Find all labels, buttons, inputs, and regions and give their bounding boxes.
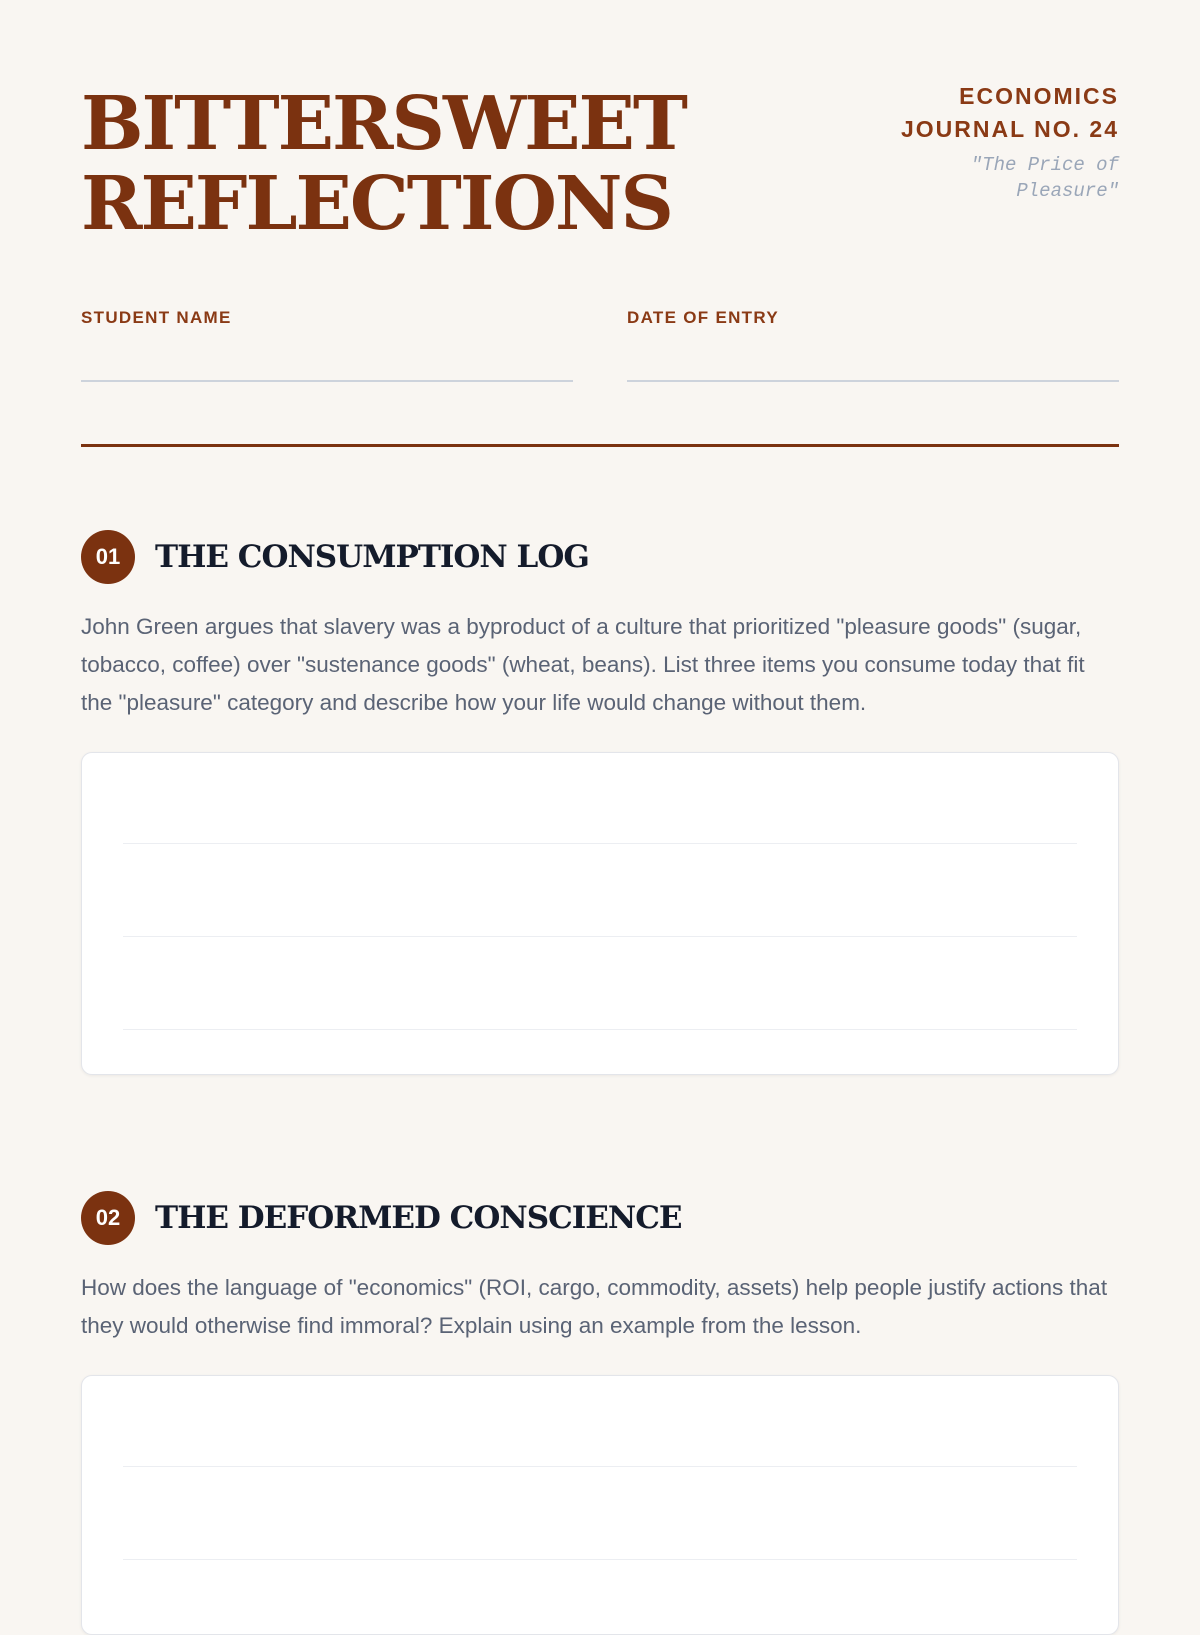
worksheet-title <box>81 81 686 247</box>
ruled-line <box>123 843 1077 844</box>
section-consumption-log <box>81 530 1119 1075</box>
date-of-entry-label: DATE OF ENTRY <box>627 308 779 327</box>
student-info-fields <box>81 290 1119 392</box>
journal-subject <box>901 80 1119 146</box>
header-divider <box>81 444 1119 447</box>
section-title: THE CONSUMPTION LOG <box>155 539 589 575</box>
answer-box-deformed-conscience[interactable] <box>81 1375 1119 1635</box>
answer-box-consumption-log[interactable] <box>81 752 1119 1075</box>
date-of-entry-field <box>627 290 1119 392</box>
section-prompt: How does the language of "economics" (ROI, cargo, commodity, assets) help people justify actions that they would otherwise find immoral? Explain using an example from the lesson. <box>81 1275 1108 1338</box>
title-line-1: BITTERSWEET <box>81 81 686 167</box>
ruled-line <box>123 936 1077 937</box>
section-number-badge: 02 <box>81 1191 135 1245</box>
journal-meta <box>901 80 1119 204</box>
student-name-label: STUDENT NAME <box>81 308 232 327</box>
section-title: THE DEFORMED CONSCIENCE <box>155 1200 682 1236</box>
title-line-2: REFLECTIONS <box>81 161 672 247</box>
section-header <box>81 1191 1119 1245</box>
worksheet-header <box>81 0 1119 290</box>
section-prompt: John Green argues that slavery was a byproduct of a culture that prioritized "pleasure goods" (sugar, tobacco, coffee) over "sustenance goods" (wheat, beans). List three items you consume today that fit the "pleasure" category and describe how your life would change without them. <box>81 614 1085 715</box>
journal-number: JOURNAL NO. 24 <box>900 116 1119 142</box>
section-deformed-conscience <box>81 1191 1119 1635</box>
student-name-input[interactable] <box>81 340 573 382</box>
student-name-field <box>81 290 573 392</box>
ruled-line <box>123 1559 1077 1560</box>
ruled-line <box>123 1466 1077 1467</box>
section-number-badge: 01 <box>81 530 135 584</box>
journal-quote: "The Price of Pleasure" <box>970 154 1119 202</box>
section-header <box>81 530 1119 584</box>
date-of-entry-input[interactable] <box>627 340 1119 382</box>
subject-label: ECONOMICS <box>959 83 1119 109</box>
ruled-line <box>123 1029 1077 1030</box>
